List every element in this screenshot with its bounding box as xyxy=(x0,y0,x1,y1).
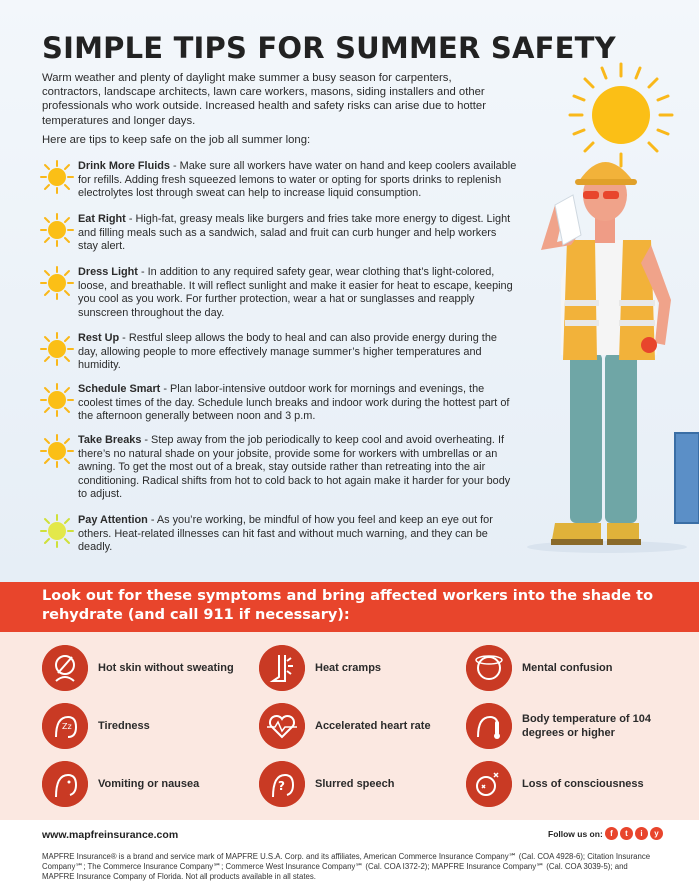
facebook-icon[interactable]: f xyxy=(605,827,618,840)
symptom-label: Body temperature of 104 degrees or higher xyxy=(522,713,651,739)
leg-cramp-icon xyxy=(259,645,305,691)
symptom-label: Loss of consciousness xyxy=(522,778,644,790)
symptom-label: Accelerated heart rate xyxy=(315,720,431,732)
symptom-heart-rate xyxy=(259,703,459,753)
sun-icon xyxy=(40,383,74,417)
symptom-label: Tiredness xyxy=(98,720,150,732)
svg-text:?: ? xyxy=(278,779,285,793)
page-title: SIMPLE TIPS FOR SUMMER SAFETY xyxy=(42,31,616,65)
tip-text: Schedule Smart - Plan labor-intensive outdoor work for mornings and evenings, the coolest times of the day. Schedule lunch breaks and indoor work during the hottest part of the afternoon generally between noon and 3 p.m. xyxy=(78,383,510,422)
tip-text: Drink More Fluids - Make sure all workers have water on hand and keep coolers available for refills. Adding fresh squeezed lemons to water or opting for sports drinks to replenish electrolytes lost through sweat can help to increase liquid consumption. xyxy=(78,160,517,199)
symptom-tiredness xyxy=(42,703,242,753)
tip-text: Dress Light - In addition to any required safety gear, wear clothing that’s light-colored, loose, and breathable. It will reflect sunlight and make it easier for heat to escape, keeping you cool as you work. For further protection, wear a hat or sunglasses and reapply sunscreen throughout the day. xyxy=(78,266,513,319)
fainting-icon xyxy=(466,761,512,807)
heart-rate-icon xyxy=(259,703,305,749)
legal-disclaimer: MAPFRE Insurance® is a brand and service mark of MAPFRE U.S.A. Corp. and its affiliates, American Commerce Insurance Company℠ (Cal. COA 4928-6); Citation Insurance Company℠; The Commerce Insurance Company℠; Commerce West Insurance Company℠ (Cal. COA I372-2); MAPFRE Insurance Company℠ (Cal. COA 3039-5); and MAPFRE Insurance Company of Florida. Not all products available in all states. xyxy=(42,852,651,881)
symptom-body-temperature xyxy=(466,703,666,753)
tip-text: Take Breaks - Step away from the job periodically to keep cool and avoid overheating. If there’s no natural shade on your jobsite, provide some for workers with umbrellas or an awning. To get the most out of a break, stay outside rather than retreating into the air conditioning. Radical shifts from hot to cold back to hot again make it harder for your body to adjust. xyxy=(78,434,511,500)
speech-head-icon xyxy=(259,761,305,807)
symptom-label: Heat cramps xyxy=(315,662,382,674)
footer xyxy=(0,820,699,892)
thermometer-head-icon xyxy=(466,703,512,749)
follow-us-label: Follow us on: xyxy=(548,829,603,839)
instagram-icon[interactable]: i xyxy=(635,827,648,840)
sun-icon xyxy=(40,213,74,247)
symptom-mental-confusion xyxy=(466,645,666,695)
construction-worker-illustration xyxy=(515,55,699,555)
symptom-loss-of-consciousness xyxy=(466,761,666,811)
banner-text: Look out for these symptoms and bring affected workers into the shade to rehydrate (and call 911 if necessary): xyxy=(42,588,654,623)
symptom-slurred-speech xyxy=(259,761,459,811)
symptom-label: Vomiting or nausea xyxy=(98,778,200,790)
symptoms-banner xyxy=(0,582,699,632)
no-sweat-icon xyxy=(42,645,88,691)
symptoms-grid xyxy=(0,632,699,820)
intro-lead: Here are tips to keep safe on the job all summer long: xyxy=(42,134,311,146)
tip-text: Rest Up - Restful sleep allows the body to heal and can also provide energy during the day, allowing people to more effectively manage summer’s higher temperatures and humidity. xyxy=(78,332,497,371)
sleepy-head-icon xyxy=(42,703,88,749)
sun-icon xyxy=(40,434,74,468)
sun-icon xyxy=(40,266,74,300)
sun-icon xyxy=(40,514,74,548)
sun-icon xyxy=(40,332,74,366)
side-decoration xyxy=(674,432,699,524)
confused-head-icon xyxy=(466,645,512,691)
intro-paragraph: Warm weather and plenty of daylight make summer a busy season for carpenters, contractors, landscape architects, lawn care workers, masons, siding installers and other professionals who work outside. Increased health and safety risks can arise due to hotter temperatures and longer days. xyxy=(42,72,486,127)
symptom-heat-cramps xyxy=(259,645,459,695)
svg-text:Zz: Zz xyxy=(62,722,72,731)
twitter-icon[interactable]: t xyxy=(620,827,633,840)
symptom-hot-skin xyxy=(42,645,242,695)
tip-text: Eat Right - High-fat, greasy meals like burgers and fries take more energy to digest. Light and filling meals such as a sandwich, salad and fruit can curb hunger and help workers stay alert. xyxy=(78,213,511,252)
youtube-icon[interactable]: y xyxy=(650,827,663,840)
symptom-vomiting xyxy=(42,761,242,811)
symptom-label: Mental confusion xyxy=(522,662,613,674)
nausea-head-icon xyxy=(42,761,88,807)
sun-icon xyxy=(40,160,74,194)
website-link[interactable]: www.mapfreinsurance.com xyxy=(42,829,179,841)
symptom-label: Hot skin without sweating xyxy=(98,662,234,674)
tip-text: Pay Attention - As you’re working, be mindful of how you feel and keep an eye out for others. Heat-related illnesses can hit fast and without much warning, and they can be deadly. xyxy=(78,514,493,553)
symptom-label: Slurred speech xyxy=(315,778,395,790)
